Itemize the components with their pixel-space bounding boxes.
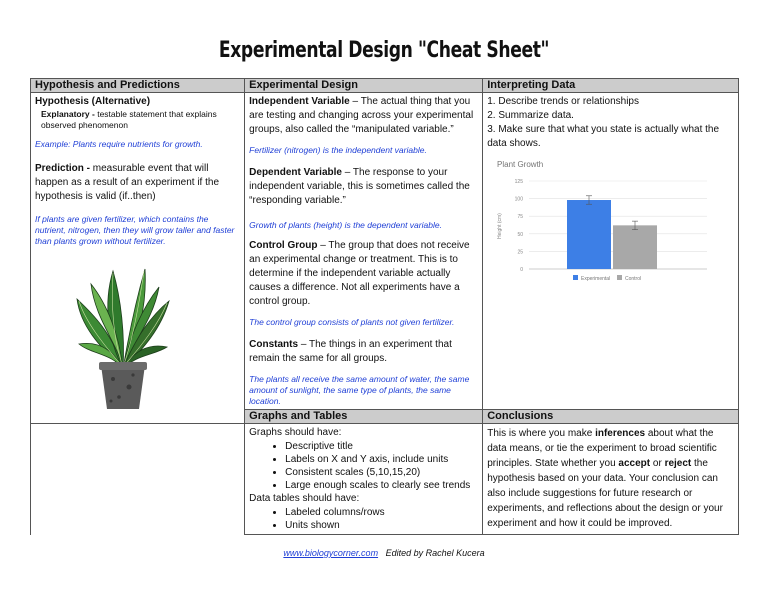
tables-list (249, 506, 478, 532)
conclusions-cell: This is where you make inferences about what the data means, or tie the experiment to broad scientific principles. State whether you accept or reject the hypothesis based on your data. Your conclusion can also include suggestions for future research or experiments, and reflections about the design or your experiment and how it could be improved. (483, 424, 739, 535)
y-tick-label: 0 (520, 267, 524, 273)
bar-control (613, 225, 657, 269)
cheat-sheet-table (30, 78, 739, 535)
prediction-example: If plants are given fertilizer, which contains the nutrient, nitrogen, then they will grow taller and faster than plants grown without fertilizer. (35, 214, 235, 246)
hypothesis-cell (31, 93, 245, 424)
graphs-intro: Graphs should have: (249, 427, 342, 438)
independent-variable-example: Fertilizer (nitrogen) is the independent variable. (249, 145, 427, 155)
list-item: • Labeled columns/rows (285, 506, 478, 519)
tables-intro: Data tables should have: (249, 493, 360, 504)
y-tick-label: 50 (517, 231, 524, 238)
prediction-definition: Prediction - measurable event that will happen as a result of an experiment if the hypothesis is valid (if..then) (35, 163, 220, 202)
y-tick-label: 25 (517, 249, 524, 256)
chart-title: Plant Growth (497, 160, 544, 169)
list-item: • Descriptive title (285, 440, 478, 453)
list-item: • Large enough scales to clearly see trends (285, 479, 478, 492)
dependent-variable-example: Growth of plants (height) is the dependent variable. (249, 220, 442, 230)
interpreting-data-cell (483, 93, 739, 410)
control-group-definition: Control Group – The group that does not receive an experimental change or treatment. This is to determine if the independent variable actually causes a difference. Not all experiments have a control group. (249, 240, 470, 307)
dependent-variable-definition: Dependent Variable – The response to your independent variable, this is sometimes called the “responding variable.” (249, 167, 470, 206)
hypothesis-example: Example: Plants require nutrients for growth. (35, 139, 203, 149)
y-tick-label: 75 (517, 214, 524, 221)
y-tick-label: 100 (514, 196, 524, 203)
experimental-design-cell (245, 93, 483, 410)
list-item: • Labels on X and Y axis, include units (285, 453, 478, 466)
hypothesis-heading: Hypothesis (Alternative) (35, 96, 151, 107)
legend-swatch (573, 275, 578, 280)
header-hypothesis: Hypothesis and Predictions (31, 79, 245, 93)
bar-experimental (567, 200, 611, 269)
interpret-step-3: 3. Make sure that what you state is actually what the data shows. (487, 124, 720, 149)
y-tick-label: 125 (514, 179, 524, 185)
legend-label: Experimental (581, 276, 611, 282)
graphs-list (249, 440, 478, 492)
header-experimental-design: Experimental Design (245, 79, 483, 93)
header-graphs-tables: Graphs and Tables (245, 410, 483, 424)
explanatory-definition: Explanatory - testable statement that explains observed phenomenon (41, 109, 217, 130)
list-item: • Units shown (285, 519, 478, 532)
list-item: • Consistent scales (5,10,15,20) (285, 466, 478, 479)
footer (0, 548, 768, 558)
constants-definition: Constants – The things in an experiment that remain the same for all groups. (249, 339, 452, 364)
control-group-example: The control group consists of plants not given fertilizer. (249, 317, 455, 327)
header-interpreting-data: Interpreting Data (483, 79, 739, 93)
page-title: Experimental Design "Cheat Sheet" (218, 38, 550, 63)
legend-label: Control (625, 276, 642, 282)
graphs-tables-cell (245, 424, 483, 535)
y-axis-label: Height (cm) (497, 213, 504, 239)
interpret-step-1: 1. Describe trends or relationships (487, 96, 639, 107)
biologycorner-link[interactable]: www.biologycorner.com (283, 548, 379, 558)
plant-growth-chart (487, 159, 723, 299)
potted-plant-image (73, 259, 173, 414)
interpret-step-2: 2. Summarize data. (487, 110, 574, 121)
header-conclusions: Conclusions (483, 410, 739, 424)
footer-credit: Edited by Rachel Kucera (385, 548, 485, 558)
legend-swatch (617, 275, 622, 280)
independent-variable-definition: Independent Variable – The actual thing that you are testing and changing across your experimental groups, also called the “manipulated variable.” (249, 96, 474, 135)
constants-example: The plants all receive the same amount of water, the same amount of sunlight, the same type of plants, the same location. (249, 374, 470, 406)
